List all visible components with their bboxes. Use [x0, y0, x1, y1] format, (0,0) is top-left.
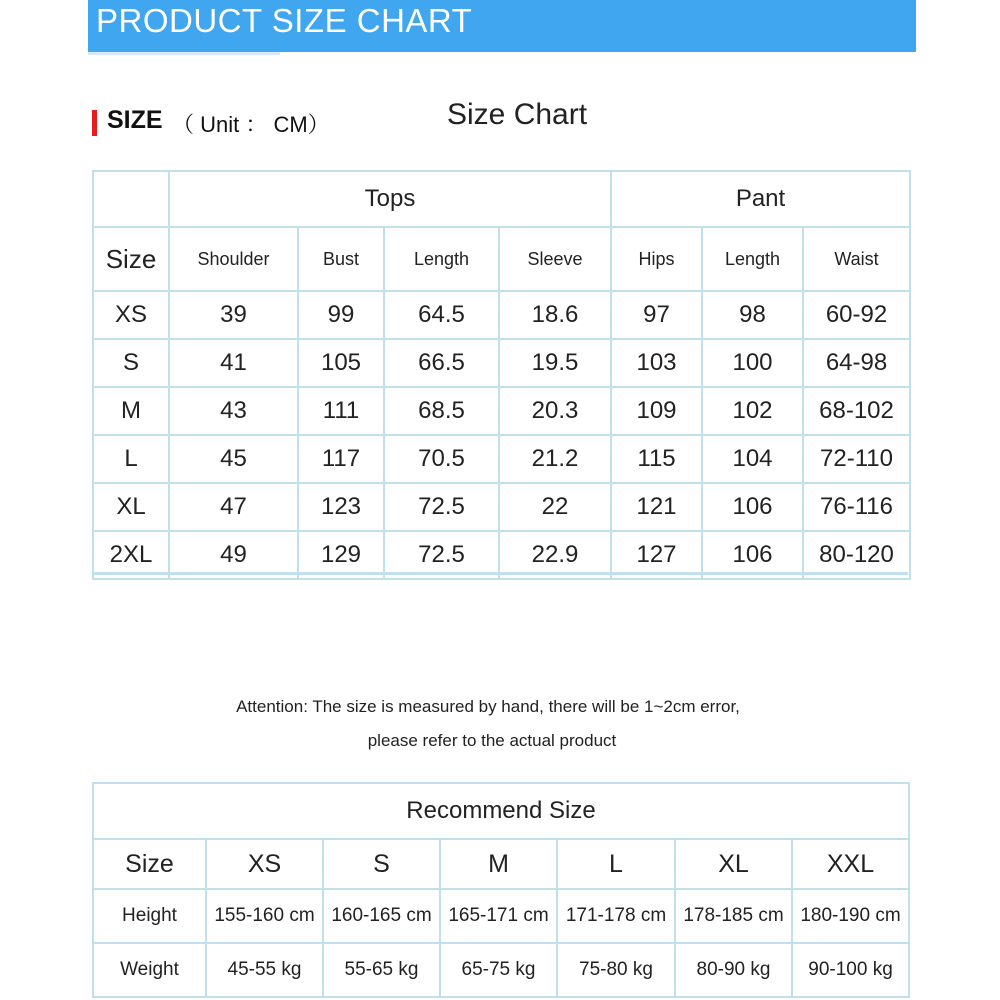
size-label: SIZE [107, 106, 163, 134]
measurement-cell: 64.5 [384, 291, 499, 339]
weight-cell: 80-90 kg [675, 943, 792, 997]
size-cell: XS [93, 291, 169, 339]
measurement-cell: 20.3 [499, 387, 611, 435]
measurement-cell: 72-110 [803, 435, 910, 483]
measurement-cell: 100 [702, 339, 803, 387]
column-header-waist: Waist [803, 227, 910, 291]
height-cell: 178-185 cm [675, 889, 792, 943]
weight-cell: 45-55 kg [206, 943, 323, 997]
recommend-size-cell: L [557, 839, 675, 889]
size-marker [92, 110, 97, 136]
size-cell: L [93, 435, 169, 483]
attention-line-2: please refer to the actual product [367, 731, 617, 750]
header-title: PRODUCT SIZE CHART [96, 2, 473, 39]
measurement-cell: 72.5 [384, 483, 499, 531]
height-cell: 165-171 cm [440, 889, 557, 943]
chart-title: Size Chart [447, 98, 588, 131]
measurement-cell: 117 [298, 435, 384, 483]
measurement-cell: 102 [702, 387, 803, 435]
column-header-sleeve: Sleeve [499, 227, 611, 291]
measurement-cell: 121 [611, 483, 702, 531]
size-unit: （ Unit ： CM） [172, 112, 330, 137]
measurement-cell: 43 [169, 387, 298, 435]
measurement-cell: 19.5 [499, 339, 611, 387]
size-row [93, 435, 910, 483]
measurement-cell: 66.5 [384, 339, 499, 387]
measurement-cell: 70.5 [384, 435, 499, 483]
recommend-size-cell: XL [675, 839, 792, 889]
recommend-height-row [93, 889, 909, 943]
measurement-cell: 22 [499, 483, 611, 531]
measurement-cell: 45 [169, 435, 298, 483]
measurement-cell: 18.6 [499, 291, 611, 339]
weight-cell: 55-65 kg [323, 943, 440, 997]
measurement-cell: 21.2 [499, 435, 611, 483]
size-cell: XL [93, 483, 169, 531]
measurement-cell: 103 [611, 339, 702, 387]
measurement-cell: 41 [169, 339, 298, 387]
column-header-row [93, 227, 910, 291]
recommend-size-row [93, 839, 909, 889]
size-cell: 2XL [93, 531, 169, 579]
measurement-cell: 76-116 [803, 483, 910, 531]
size-row [93, 387, 910, 435]
column-header-bust: Bust [298, 227, 384, 291]
measurement-cell: 68-102 [803, 387, 910, 435]
size-cell: S [93, 339, 169, 387]
measurement-cell: 127 [611, 531, 702, 579]
measurement-cell: 60-92 [803, 291, 910, 339]
measurement-cell: 111 [298, 387, 384, 435]
measurement-cell: 115 [611, 435, 702, 483]
corner-cell [93, 171, 169, 227]
weight-cell: 75-80 kg [557, 943, 675, 997]
group-header-row [93, 171, 910, 227]
column-header-top-length: Length [384, 227, 499, 291]
recommend-size-cell: XS [206, 839, 323, 889]
height-cell: 155-160 cm [206, 889, 323, 943]
measurement-cell: 47 [169, 483, 298, 531]
measurement-cell: 104 [702, 435, 803, 483]
measurement-cell: 123 [298, 483, 384, 531]
recommend-table [92, 782, 910, 998]
measurement-cell: 106 [702, 531, 803, 579]
weight-label: Weight [93, 943, 206, 997]
recommend-size-cell: S [323, 839, 440, 889]
measurement-cell: 97 [611, 291, 702, 339]
measurement-cell: 109 [611, 387, 702, 435]
weight-cell: 65-75 kg [440, 943, 557, 997]
measurement-cell: 99 [298, 291, 384, 339]
measurement-cell: 72.5 [384, 531, 499, 579]
measurement-cell: 64-98 [803, 339, 910, 387]
recommend-size-cell: XXL [792, 839, 909, 889]
measurement-cell: 80-120 [803, 531, 910, 579]
measurement-cell: 22.9 [499, 531, 611, 579]
table-bottom-line [92, 572, 908, 575]
height-cell: 160-165 cm [323, 889, 440, 943]
height-cell: 180-190 cm [792, 889, 909, 943]
column-header-hips: Hips [611, 227, 702, 291]
column-header-shoulder: Shoulder [169, 227, 298, 291]
size-column-header: Size [93, 227, 169, 291]
tops-group-header: Tops [169, 171, 611, 227]
size-row [93, 291, 910, 339]
measurement-cell: 98 [702, 291, 803, 339]
recommend-size-cell: M [440, 839, 557, 889]
measurement-cell: 106 [702, 483, 803, 531]
recommend-size-header: Size [93, 839, 206, 889]
recommend-title: Recommend Size [93, 783, 909, 839]
size-row [93, 483, 910, 531]
measurement-cell: 105 [298, 339, 384, 387]
weight-cell: 90-100 kg [792, 943, 909, 997]
attention-line-1: Attention: The size is measured by hand, there will be 1~2cm error, [236, 697, 740, 716]
column-header-pant-length: Length [702, 227, 803, 291]
measurement-cell: 39 [169, 291, 298, 339]
height-label: Height [93, 889, 206, 943]
pant-group-header: Pant [611, 171, 910, 227]
measurement-cell: 68.5 [384, 387, 499, 435]
recommend-title-row [93, 783, 909, 839]
size-cell: M [93, 387, 169, 435]
recommend-weight-row [93, 943, 909, 997]
size-row [93, 339, 910, 387]
height-cell: 171-178 cm [557, 889, 675, 943]
measurement-cell: 129 [298, 531, 384, 579]
size-table [92, 170, 911, 580]
header-underline [88, 52, 280, 55]
measurement-cell: 49 [169, 531, 298, 579]
